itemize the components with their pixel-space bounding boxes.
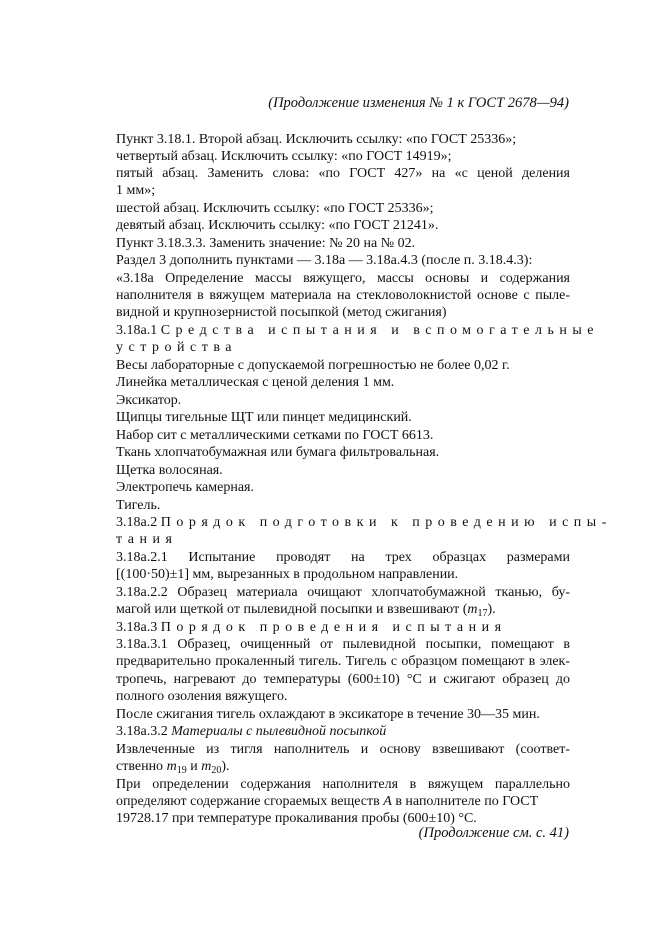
section-title: Порядок подготовки к проведению испы-	[160, 515, 612, 530]
text-line: тропечь, нагревают до температуры (600±10) °С и сжигают образец до	[116, 672, 570, 687]
text-line: девятый абзац. Исключить ссылку: «по ГОСТ 21241».	[116, 218, 439, 233]
text-line: предварительно прокаленный тигель. Тигель с образцом помещают в элек-	[116, 654, 570, 669]
text-line: 19728.17 при температуре прокаливания пробы (600±10) °С.	[116, 811, 477, 826]
text-line: Эксикатор.	[116, 393, 182, 408]
text-line: Ткань хлопчатобумажная или бумага фильтровальная.	[116, 445, 440, 460]
section-number: 3.18а.3.2	[116, 724, 168, 739]
text-line: Электропечь камерная.	[116, 480, 254, 495]
subsection-heading	[116, 723, 570, 740]
section-title: тания	[116, 532, 178, 547]
math-subscript: 19	[176, 765, 187, 776]
text-line: При определении содержания наполнителя в вяжущем параллельно	[116, 777, 570, 792]
section-number: 3.18а.1	[116, 323, 158, 338]
section-number: 3.18а.2	[116, 515, 158, 530]
section-number: 3.18а.3	[116, 620, 158, 635]
running-header: (Продолжение изменения № 1 к ГОСТ 2678—94)	[268, 95, 569, 111]
text-line: Линейка металлическая с ценой деления 1 мм.	[116, 375, 395, 390]
text-line: четвертый абзац. Исключить ссылку: «по ГОСТ 14919»;	[116, 149, 452, 164]
text-line: 3.18а.3.1 Образец, очищенный от пылевидной посыпки, помещают в	[116, 637, 570, 652]
text-line: Извлеченные из тигля наполнитель и основу взвешивают (соответ-	[116, 742, 570, 757]
text-line: 3.18а.2.1 Испытание проводят на трех образцах размерами	[116, 550, 570, 565]
text-line: видной и крупнозернистой посыпкой (метод сжигания)	[116, 305, 447, 320]
text-line: Весы лабораторные с допускаемой погрешностью не более 0,02 г.	[116, 358, 510, 373]
text-line: магой или щеткой от пылевидной посыпки и взвешивают $(m_{17})$.	[116, 602, 496, 619]
subsection-title: Материалы с пылевидной посыпкой	[171, 724, 387, 739]
text-line: наполнителя в вяжущем материала на стекловолокнистой основе с пыле-	[116, 288, 570, 303]
math-symbol: m	[201, 759, 212, 774]
text-line: ственно $m_{19}$ и $m_{20}$).	[116, 759, 230, 776]
math-subscript: 17	[477, 608, 488, 619]
section-heading	[116, 514, 612, 531]
text-line: Щетка волосяная.	[116, 463, 223, 478]
text-line: Тигель.	[116, 498, 161, 513]
text-line: [(100·50)±1] мм, вырезанных в продольном направлении.	[116, 567, 459, 582]
text-line: Пункт 3.18.1. Второй абзац. Исключить ссылку: «по ГОСТ 25336»;	[116, 132, 517, 147]
text-line: 1 мм»;	[116, 183, 156, 198]
section-title: Порядок проведения испытания	[160, 620, 507, 635]
section-heading-continued	[116, 339, 570, 356]
continuation-footer: (Продолжение см. с. 41)	[418, 825, 569, 841]
text-line: 3.18а.2.2 Образец материала очищают хлопчатобумажной тканью, бу-	[116, 585, 570, 600]
text-line: Пункт 3.18.3.3. Заменить значение: № 20 на № 02.	[116, 236, 416, 251]
text-line: определяют содержание сгораемых веществ А в наполнителе по ГОСТ	[116, 794, 539, 809]
math-symbol: m	[467, 602, 478, 617]
math-symbol: А	[383, 794, 392, 809]
text-line: «3.18а Определение массы вяжущего, массы основы и содержания	[116, 271, 570, 286]
section-title: Средства испытания и вспомогательные	[160, 323, 599, 338]
text-line: шестой абзац. Исключить ссылку: «по ГОСТ 25336»;	[116, 201, 434, 216]
text-line: Раздел 3 дополнить пунктами — 3.18а — 3.18а.4.3 (после п. 3.18.4.3):	[116, 253, 533, 268]
section-heading	[116, 322, 599, 339]
section-heading-continued	[116, 531, 570, 548]
section-heading	[116, 619, 570, 636]
math-symbol: m	[166, 759, 177, 774]
text-line: Набор сит с металлическими сетками по ГОСТ 6613.	[116, 428, 434, 443]
math-subscript: 20	[211, 765, 222, 776]
text-line: пятый абзац. Заменить слова: «по ГОСТ 427» на «с ценой деления	[116, 166, 570, 181]
text-line: Щипцы тигельные ЩТ или пинцет медицинский.	[116, 410, 412, 425]
text-line: полного озоления вяжущего.	[116, 689, 288, 704]
section-title: устройства	[116, 340, 237, 355]
text-line: После сжигания тигель охлаждают в эксикаторе в течение 30—35 мин.	[116, 707, 540, 722]
